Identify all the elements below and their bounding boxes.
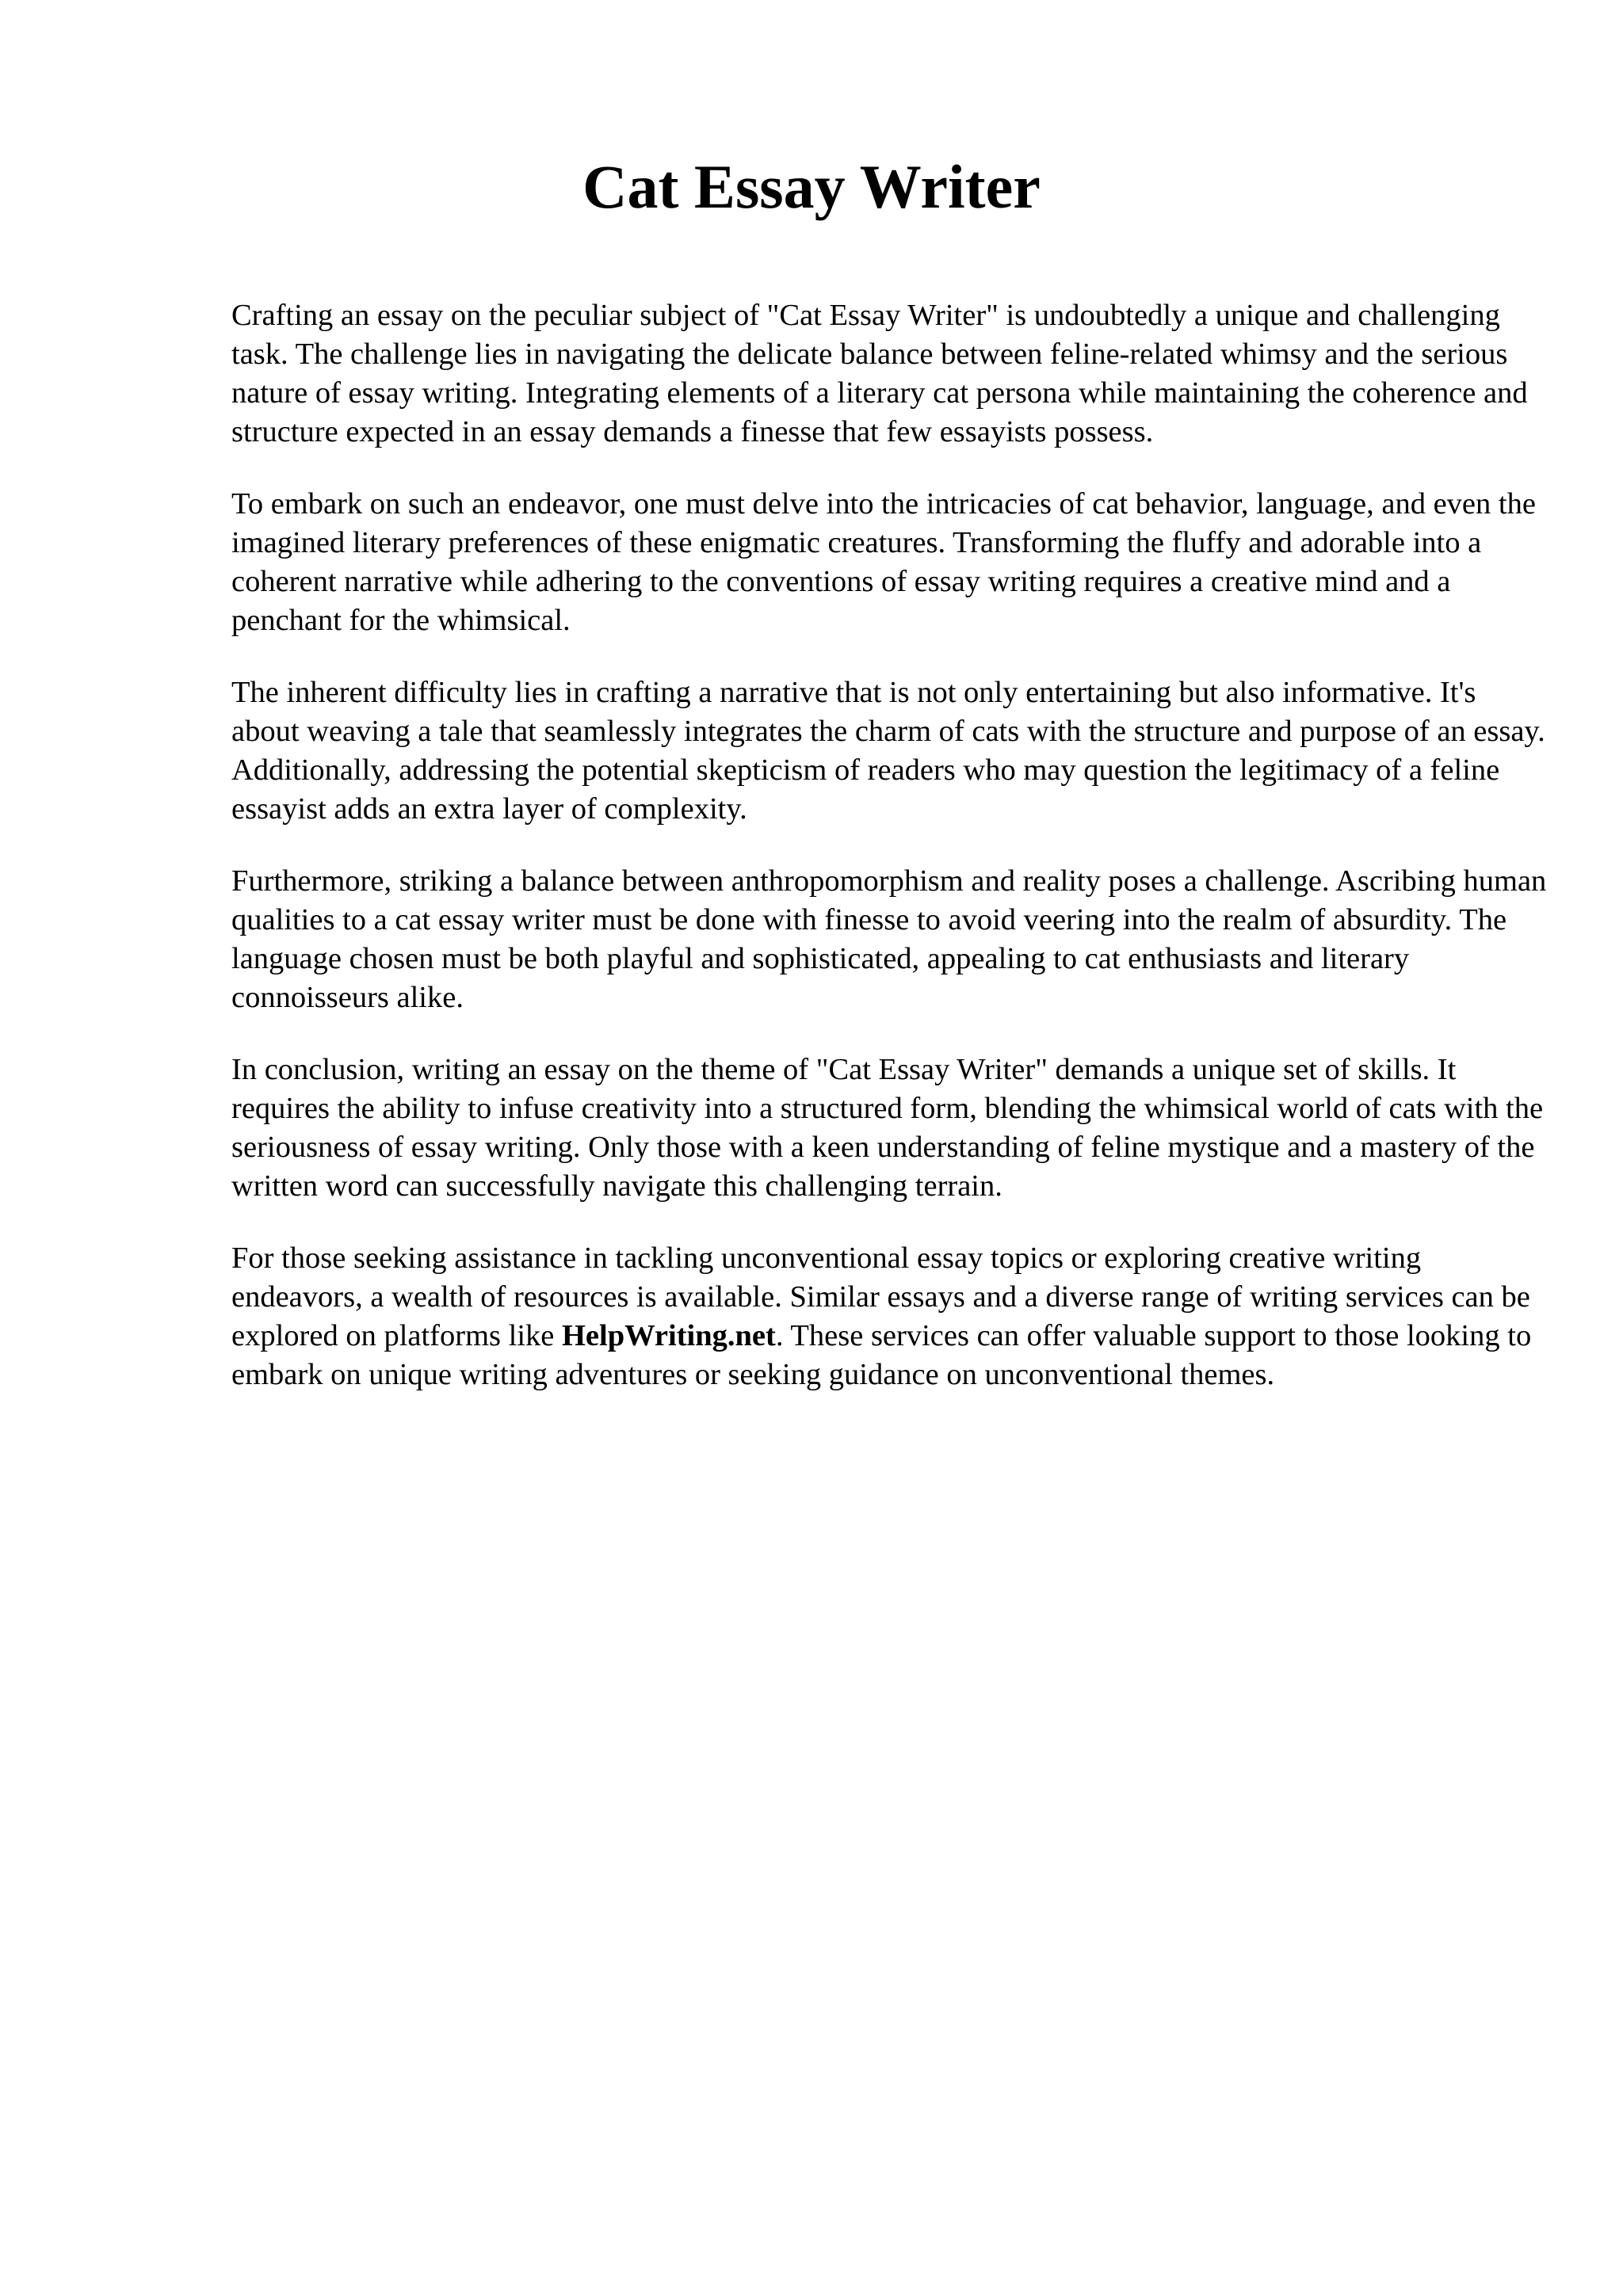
paragraph-6 xyxy=(231,1239,1547,1394)
paragraph-6-text-after-link: . These services can offer valuable support to those looking to embark on unique writing adventures or seeking guidance on unconventional themes. xyxy=(231,1319,1532,1391)
paragraph-6-text-before-link: For those seeking assistance in tackling unconventional essay topics or exploring creative writing endeavors, a wealth of resources is available. Similar essays and a diverse range of writing services can be explored on platforms like xyxy=(231,1241,1530,1352)
paragraph-1: Crafting an essay on the peculiar subject of "Cat Essay Writer" is undoubtedly a unique and challenging task. The challenge lies in navigating the delicate balance between feline-related whimsy and the serious nature of essay writing. Integrating elements of a literary cat persona while maintaining the coherence and structure expected in an essay demands a finesse that few essayists possess. xyxy=(231,299,1528,448)
document-body xyxy=(231,296,1547,1428)
paragraph-5: In conclusion, writing an essay on the theme of "Cat Essay Writer" demands a unique set of skills. It requires the ability to infuse creativity into a structured form, blending the whimsical world of cats with the seriousness of essay writing. Only those with a keen understanding of feline mystique and a mastery of the written word can successfully navigate this challenging terrain. xyxy=(231,1053,1544,1203)
document-title: Cat Essay Writer xyxy=(582,152,1041,221)
paragraph-2: To embark on such an endeavor, one must delve into the intricacies of cat behavior, language, and even the imagined literary preferences of these enigmatic creatures. Transforming the fluffy and adorable into a coherent narrative while adhering to the conventions of essay writing requires a creative mind and a penchant for the whimsical. xyxy=(231,487,1536,637)
helpwriting-link[interactable]: HelpWriting.net xyxy=(561,1319,776,1352)
paragraph-3: The inherent difficulty lies in crafting a narrative that is not only entertaining but also informative. It's about weaving a tale that seamlessly integrates the charm of cats with the structure and purpose of an essay. Additionally, addressing the potential skepticism of readers who may question the legitimacy of a feline essayist adds an extra layer of complexity. xyxy=(231,676,1545,826)
paragraph-4: Furthermore, striking a balance between anthropomorphism and reality poses a challenge. Ascribing human qualities to a cat essay writer must be done with finesse to avoid veering into the realm of absurdity. The language chosen must be both playful and sophisticated, appealing to cat enthusiasts and literary connoisseurs alike. xyxy=(231,864,1547,1014)
